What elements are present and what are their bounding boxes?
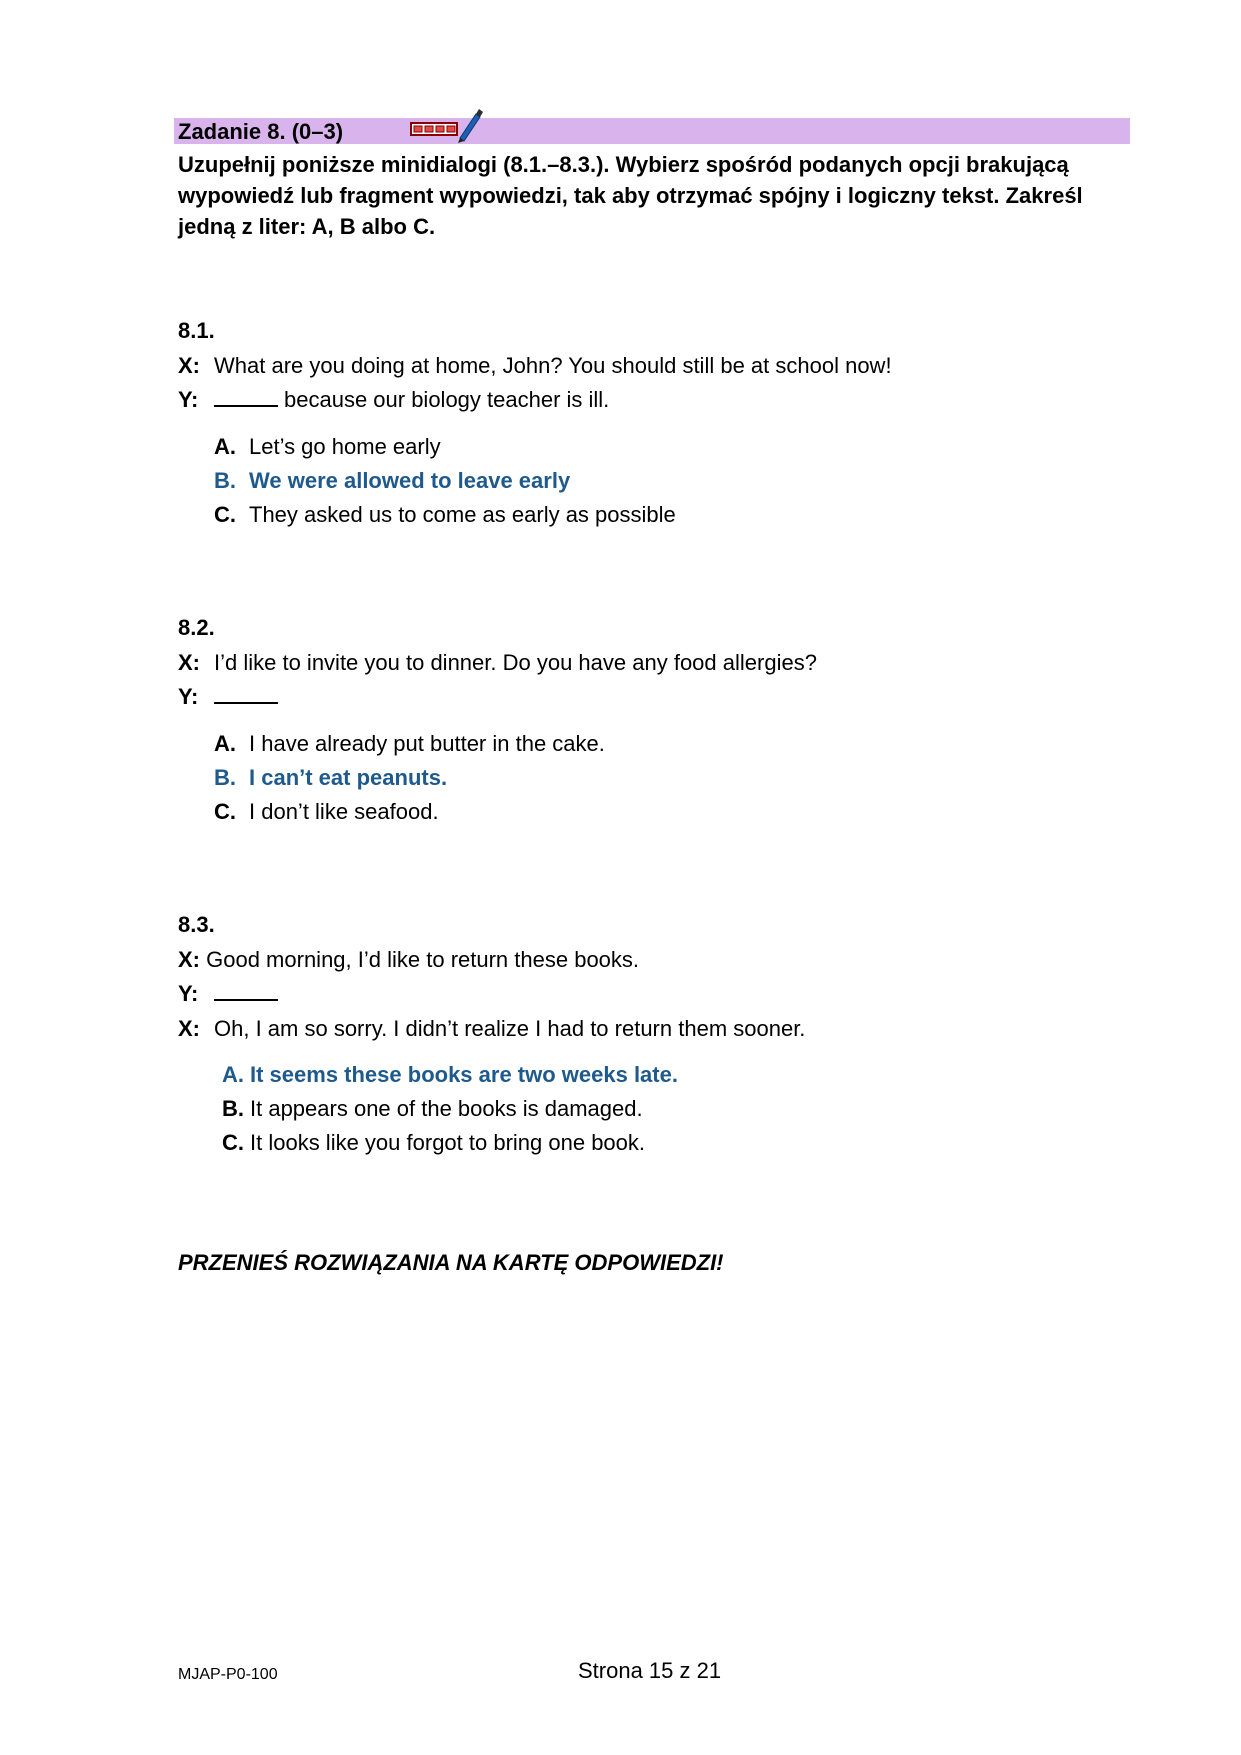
speaker-label: Y: — [178, 981, 199, 1006]
option-b[interactable] — [178, 761, 1138, 795]
dialogue-text: What are you doing at home, John? You should still be at school now! — [214, 352, 892, 378]
options-list — [178, 1058, 1138, 1160]
option-letter: C. — [214, 798, 236, 824]
speaker-label: X: — [178, 649, 200, 675]
answer-blank — [214, 385, 278, 407]
item-number: 8.1. — [178, 318, 215, 343]
dialogue-line — [178, 977, 1138, 1012]
option-text: It looks like you forgot to bring one book. — [250, 1130, 646, 1155]
speaker-label: Y: — [178, 684, 199, 709]
speaker-label: Y: — [178, 387, 199, 412]
item-8-1 — [178, 314, 1138, 532]
speaker-label: X: — [178, 352, 200, 378]
task-title: Zadanie 8. (0–3) — [178, 119, 344, 144]
item-8-3 — [178, 908, 1138, 1160]
option-letter: B. — [214, 467, 236, 493]
options-list — [178, 430, 1138, 532]
footer-exam-code: MJAP-P0-100 — [178, 1666, 278, 1683]
option-a[interactable] — [178, 727, 1138, 761]
speaker-label: X: — [178, 1015, 200, 1041]
option-c[interactable] — [178, 498, 1138, 532]
dialogue-line — [178, 646, 1138, 681]
dialogue-text: Oh, I am so sorry. I didn’t realize I had to return them sooner. — [214, 1015, 806, 1041]
answer-blank — [214, 682, 278, 704]
option-c[interactable] — [178, 1126, 1138, 1160]
footer-page-number: Strona 15 z 21 — [578, 1658, 722, 1683]
task-instruction — [178, 149, 1138, 242]
dialogue-line — [178, 349, 1138, 384]
option-text: I have already put butter in the cake. — [249, 730, 605, 756]
dialogue-text: because our biology teacher is ill. — [284, 387, 610, 412]
option-letter: A. — [222, 1062, 244, 1087]
dialogue-line — [178, 943, 1138, 978]
dialogue-line — [178, 680, 1138, 715]
option-text: They asked us to come as early as possible — [249, 501, 676, 527]
dialogue-line — [178, 1012, 1138, 1047]
item-number: 8.2. — [178, 615, 215, 640]
dialogue-text: Good morning, I’d like to return these books. — [206, 946, 640, 972]
option-text: I don’t like seafood. — [249, 798, 439, 824]
option-letter: C. — [222, 1130, 244, 1155]
skill-boxes-icon — [410, 108, 490, 144]
option-b[interactable] — [178, 464, 1138, 498]
option-text: It seems these books are two weeks late. — [250, 1062, 678, 1087]
option-text: It appears one of the books is damaged. — [250, 1096, 643, 1121]
option-a[interactable] — [178, 1058, 1138, 1092]
option-letter: A. — [214, 433, 236, 459]
option-c[interactable] — [178, 795, 1138, 829]
task-header — [174, 118, 1130, 144]
option-b[interactable] — [178, 1092, 1138, 1126]
item-number: 8.3. — [178, 912, 215, 937]
option-letter: A. — [214, 730, 236, 756]
speaker-label: X: — [178, 946, 200, 972]
option-letter: B. — [214, 764, 236, 790]
option-letter: B. — [222, 1096, 244, 1121]
option-text: We were allowed to leave early — [249, 467, 571, 493]
option-text: Let’s go home early — [249, 433, 441, 459]
dialogue-line — [178, 383, 1138, 418]
option-text: I can’t eat peanuts. — [249, 764, 448, 790]
item-8-2 — [178, 611, 1138, 829]
option-letter: C. — [214, 501, 236, 527]
instruction-line: wypowiedź lub fragment wypowiedzi, tak aby otrzymać spójny i logiczny tekst. Zakreśl — [178, 183, 1083, 208]
transfer-note: PRZENIEŚ ROZWIĄZANIA NA KARTĘ ODPOWIEDZI! — [178, 1250, 724, 1275]
dialogue-text: I’d like to invite you to dinner. Do you have any food allergies? — [214, 649, 817, 675]
instruction-line: Uzupełnij poniższe minidialogi (8.1.–8.3.). Wybierz spośród podanych opcji brakującą — [178, 152, 1069, 177]
pen-icon — [458, 109, 483, 143]
instruction-line: jedną z liter: A, B albo C. — [178, 214, 436, 239]
option-a[interactable] — [178, 430, 1138, 464]
options-list — [178, 727, 1138, 829]
answer-blank — [214, 979, 278, 1001]
